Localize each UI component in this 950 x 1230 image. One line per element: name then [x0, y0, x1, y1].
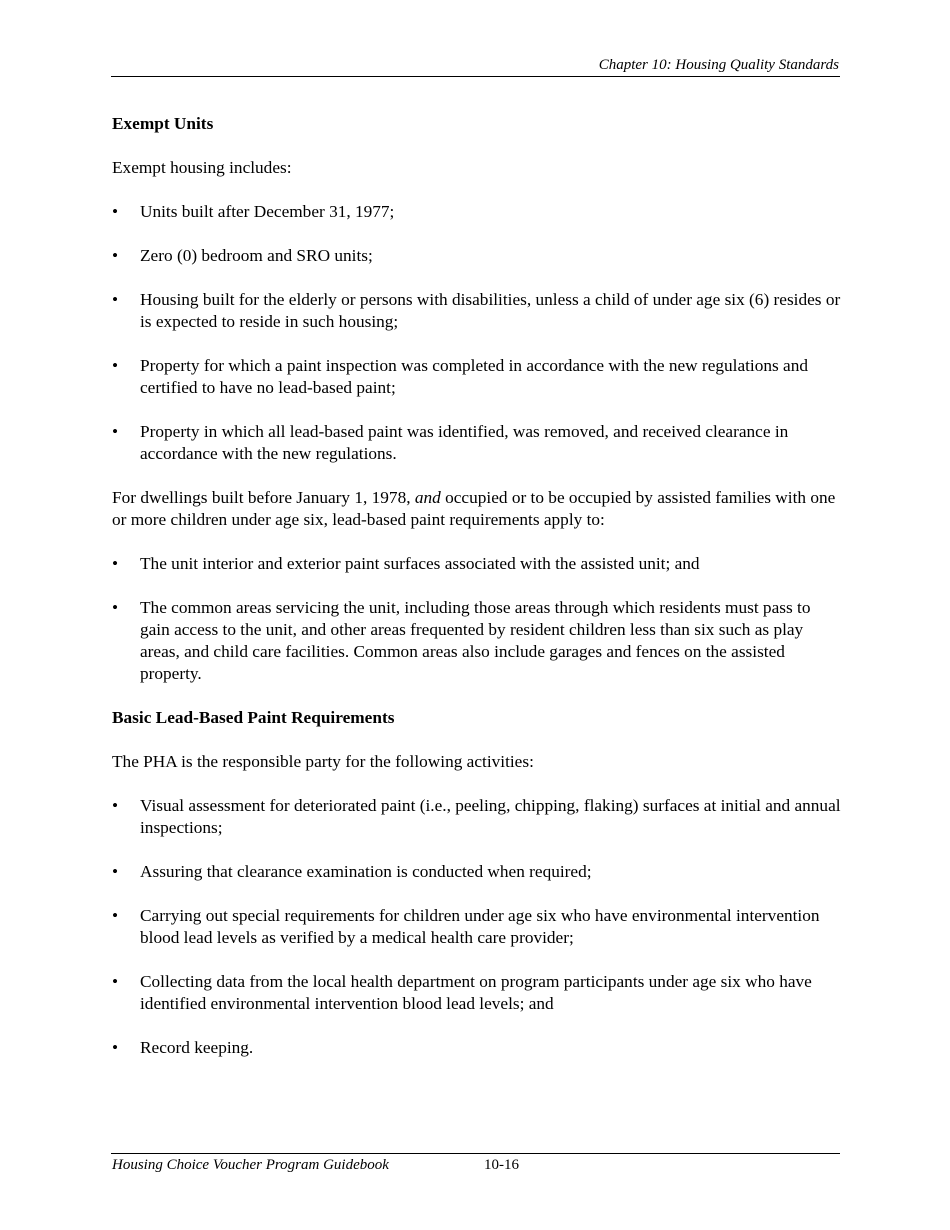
list-item [112, 597, 842, 685]
list-item-text: The unit interior and exterior paint surfaces associated with the assisted unit; and [140, 554, 700, 573]
bullet-icon: • [112, 202, 119, 221]
dwellings-text-end: occupied or to be occupied by assisted families with one or more children under age six, lead-based paint requirements apply to: [112, 488, 836, 529]
bullet-icon: • [112, 972, 119, 991]
exempt-intro: Exempt housing includes: [112, 158, 292, 177]
list-item-text: Carrying out special requirements for children under age six who have environmental intervention blood lead levels as verified by a medical health care provider; [140, 906, 820, 947]
list-item-text: Property for which a paint inspection was completed in accordance with the new regulations and certified to have no lead-based paint; [140, 356, 808, 397]
bullet-icon: • [112, 1038, 119, 1057]
dwellings-text-start: For dwellings built before January 1, 1978, [112, 488, 411, 507]
dwellings-emphasis: and [414, 488, 441, 507]
list-item-text: Units built after December 31, 1977; [140, 202, 395, 221]
bullet-icon: • [112, 290, 119, 309]
list-item [112, 355, 842, 399]
bullet-icon: • [112, 422, 119, 441]
list-item [112, 201, 842, 223]
list-item-text: Record keeping. [140, 1038, 254, 1057]
page-header [111, 56, 840, 77]
list-item-text: The common areas servicing the unit, including those areas through which residents must pass to gain access to the unit, and other areas frequented by resident children less than six such as play areas, and child care facilities. Common areas also include garages and fences on the assisted property. [140, 598, 811, 683]
apply-list [112, 553, 842, 685]
bullet-icon: • [112, 246, 119, 265]
exempt-list [112, 201, 842, 465]
list-item [112, 289, 842, 333]
page-footer [111, 1153, 840, 1176]
page-content [112, 113, 842, 1081]
list-item [112, 421, 842, 465]
list-item-text: Property in which all lead-based paint was identified, was removed, and received clearance in accordance with the new regulations. [140, 422, 789, 463]
bullet-icon: • [112, 796, 119, 815]
list-item-text: Collecting data from the local health department on program participants under age six who have identified environmental intervention blood lead levels; and [140, 972, 812, 1013]
bullet-icon: • [112, 906, 119, 925]
bullet-icon: • [112, 554, 119, 573]
basic-list [112, 795, 842, 1059]
bullet-icon: • [112, 356, 119, 375]
list-item-text: Housing built for the elderly or persons with disabilities, unless a child of under age six (6) resides or is expected to reside in such housing; [140, 290, 841, 331]
list-item [112, 1037, 842, 1059]
basic-intro: The PHA is the responsible party for the following activities: [112, 752, 534, 771]
list-item [112, 861, 842, 883]
list-item [112, 795, 842, 839]
list-item [112, 553, 842, 575]
list-item [112, 245, 842, 267]
bullet-icon: • [112, 598, 119, 617]
list-item [112, 971, 842, 1015]
chapter-title: Chapter 10: Housing Quality Standards [598, 57, 839, 73]
list-item-text: Zero (0) bedroom and SRO units; [140, 246, 373, 265]
list-item-text: Assuring that clearance examination is conducted when required; [140, 862, 592, 881]
bullet-icon: • [112, 862, 119, 881]
dwellings-paragraph [112, 487, 842, 531]
page-number: 10-16 [484, 1157, 519, 1173]
basic-requirements-heading: Basic Lead-Based Paint Requirements [112, 708, 395, 727]
guidebook-title: Housing Choice Voucher Program Guidebook [112, 1157, 389, 1173]
exempt-units-heading: Exempt Units [112, 114, 214, 133]
list-item [112, 905, 842, 949]
list-item-text: Visual assessment for deteriorated paint (i.e., peeling, chipping, flaking) surfaces at initial and annual inspections; [140, 796, 841, 837]
